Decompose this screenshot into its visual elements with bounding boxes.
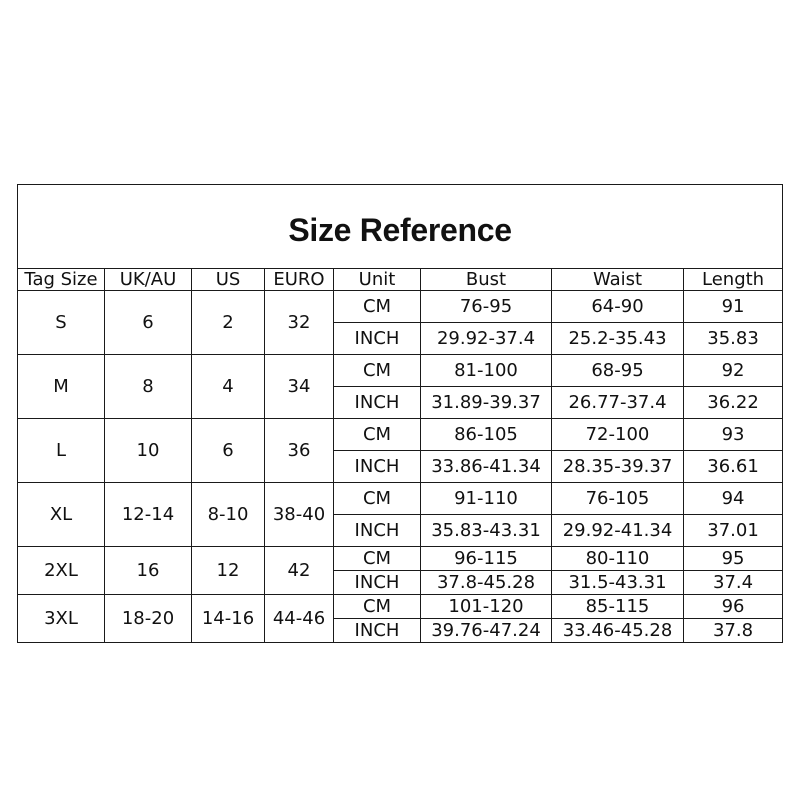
waist-cell: 33.46-45.28 [552,619,684,643]
size-row-m-cm [18,355,783,387]
tag-size-cell: XL [18,483,105,547]
length-cell: 96 [684,595,783,619]
bust-cell: 91-110 [421,483,552,515]
length-cell: 37.01 [684,515,783,547]
tag-size-cell: 2XL [18,547,105,595]
waist-cell: 26.77-37.4 [552,387,684,419]
length-cell: 37.8 [684,619,783,643]
euro-cell: 38-40 [265,483,334,547]
us-cell: 4 [192,355,265,419]
unit-cell: INCH [334,323,421,355]
bust-cell: 33.86-41.34 [421,451,552,483]
tag-size-cell: S [18,291,105,355]
tag-size-cell: L [18,419,105,483]
header-length: Length [684,269,783,291]
size-reference-table [17,184,783,643]
unit-cell: INCH [334,619,421,643]
unit-cell: INCH [334,571,421,595]
bust-cell: 31.89-39.37 [421,387,552,419]
euro-cell: 32 [265,291,334,355]
us-cell: 14-16 [192,595,265,643]
bust-cell: 86-105 [421,419,552,451]
waist-cell: 76-105 [552,483,684,515]
uk-au-cell: 6 [105,291,192,355]
waist-cell: 85-115 [552,595,684,619]
waist-cell: 28.35-39.37 [552,451,684,483]
euro-cell: 44-46 [265,595,334,643]
uk-au-cell: 10 [105,419,192,483]
bust-cell: 37.8-45.28 [421,571,552,595]
euro-cell: 42 [265,547,334,595]
us-cell: 6 [192,419,265,483]
unit-cell: CM [334,483,421,515]
length-cell: 92 [684,355,783,387]
unit-cell: INCH [334,515,421,547]
header-unit: Unit [334,269,421,291]
length-cell: 37.4 [684,571,783,595]
us-cell: 2 [192,291,265,355]
header-euro: EURO [265,269,334,291]
length-cell: 95 [684,547,783,571]
size-row-2xl-cm [18,547,783,571]
header-bust: Bust [421,269,552,291]
header-uk-au: UK/AU [105,269,192,291]
header-tag-size: Tag Size [18,269,105,291]
uk-au-cell: 12-14 [105,483,192,547]
bust-cell: 96-115 [421,547,552,571]
unit-cell: CM [334,595,421,619]
waist-cell: 31.5-43.31 [552,571,684,595]
length-cell: 36.22 [684,387,783,419]
bust-cell: 29.92-37.4 [421,323,552,355]
uk-au-cell: 18-20 [105,595,192,643]
waist-cell: 29.92-41.34 [552,515,684,547]
bust-cell: 76-95 [421,291,552,323]
bust-cell: 101-120 [421,595,552,619]
length-cell: 36.61 [684,451,783,483]
header-waist: Waist [552,269,684,291]
unit-cell: CM [334,355,421,387]
unit-cell: CM [334,419,421,451]
bust-cell: 35.83-43.31 [421,515,552,547]
tag-size-cell: 3XL [18,595,105,643]
header-row [18,269,783,291]
table-title: Size Reference [18,185,783,269]
size-row-xl-cm [18,483,783,515]
bust-cell: 39.76-47.24 [421,619,552,643]
size-row-3xl-cm [18,595,783,619]
length-cell: 94 [684,483,783,515]
bust-cell: 81-100 [421,355,552,387]
us-cell: 12 [192,547,265,595]
waist-cell: 72-100 [552,419,684,451]
unit-cell: INCH [334,451,421,483]
waist-cell: 25.2-35.43 [552,323,684,355]
size-row-l-cm [18,419,783,451]
size-row-s-cm [18,291,783,323]
header-us: US [192,269,265,291]
unit-cell: CM [334,547,421,571]
waist-cell: 64-90 [552,291,684,323]
tag-size-cell: M [18,355,105,419]
unit-cell: INCH [334,387,421,419]
us-cell: 8-10 [192,483,265,547]
euro-cell: 34 [265,355,334,419]
length-cell: 35.83 [684,323,783,355]
length-cell: 93 [684,419,783,451]
uk-au-cell: 8 [105,355,192,419]
unit-cell: CM [334,291,421,323]
waist-cell: 80-110 [552,547,684,571]
euro-cell: 36 [265,419,334,483]
uk-au-cell: 16 [105,547,192,595]
waist-cell: 68-95 [552,355,684,387]
length-cell: 91 [684,291,783,323]
